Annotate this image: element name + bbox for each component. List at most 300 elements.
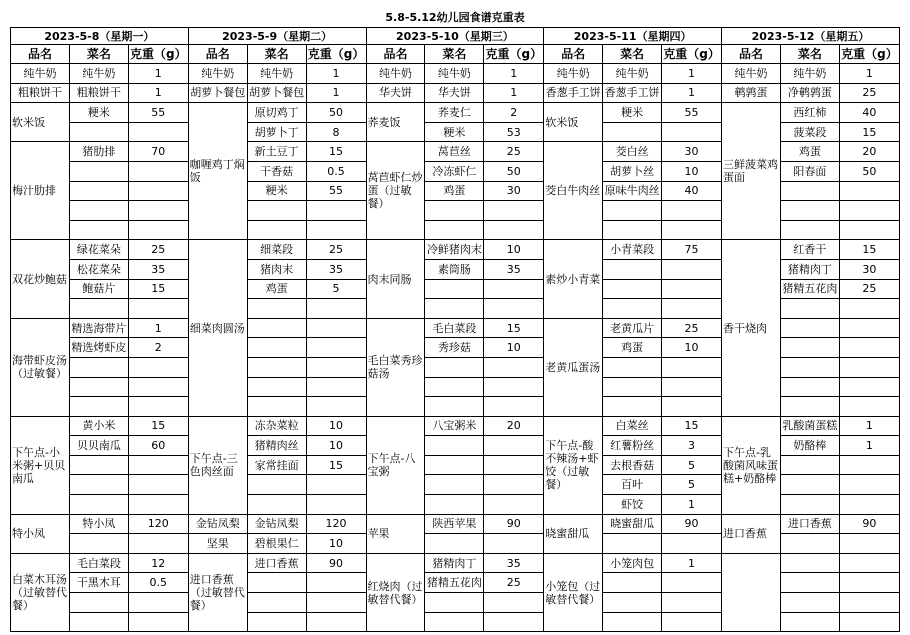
ingredient-weight — [306, 612, 366, 632]
ingredient-weight: 1 — [839, 436, 899, 456]
dish-name: 胡萝卜餐包 — [188, 83, 247, 103]
dish-name: 苹果 — [366, 514, 425, 553]
ingredient-weight: 25 — [839, 279, 899, 299]
ingredient-name — [603, 397, 662, 417]
ingredient-weight — [839, 553, 899, 573]
ingredient-weight — [128, 397, 188, 417]
ingredient-name: 鲍菇片 — [69, 279, 128, 299]
ingredient-name: 黄小米 — [69, 416, 128, 436]
ingredient-name: 粳米 — [425, 122, 484, 142]
ingredient-name: 小青菜段 — [603, 240, 662, 260]
ingredient-weight: 35 — [484, 259, 544, 279]
ingredient-weight — [484, 534, 544, 554]
ingredient-name: 鸡蛋 — [425, 181, 484, 201]
ingredient-weight: 35 — [484, 553, 544, 573]
ingredient-weight — [128, 495, 188, 515]
ingredient-name — [603, 593, 662, 613]
ingredient-name — [247, 299, 306, 319]
ingredient-weight — [484, 475, 544, 495]
dish-name: 纯牛奶 — [366, 64, 425, 84]
dish-name: 海带虾皮汤（过敏餐） — [11, 318, 70, 416]
ingredient-name — [603, 612, 662, 632]
ingredient-weight — [306, 495, 366, 515]
ingredient-weight: 3 — [662, 436, 722, 456]
weight-header: 克重（g） — [662, 45, 722, 64]
ingredient-name: 毛白菜段 — [425, 318, 484, 338]
ingredient-weight — [484, 612, 544, 632]
ingredient-name — [247, 593, 306, 613]
dish-header: 品名 — [366, 45, 425, 64]
ingredient-weight — [128, 122, 188, 142]
ingredient-name — [247, 612, 306, 632]
dish-name: 华夫饼 — [366, 83, 425, 103]
ingredient-name: 纯牛奶 — [425, 64, 484, 84]
ingredient-name — [603, 259, 662, 279]
ingredient-weight: 25 — [839, 83, 899, 103]
ingredient-weight — [128, 455, 188, 475]
ingredient-name — [69, 397, 128, 417]
ingredient-weight: 30 — [484, 181, 544, 201]
ingredient-name — [603, 201, 662, 221]
dish-name: 纯牛奶 — [188, 64, 247, 84]
ingredient-name: 金钻凤梨 — [247, 514, 306, 534]
ingredient-weight: 15 — [484, 318, 544, 338]
ingredient-name: 原味牛肉丝 — [603, 181, 662, 201]
table-row — [11, 416, 900, 436]
ingredient-weight: 15 — [306, 455, 366, 475]
ingredient-name — [425, 397, 484, 417]
ingredient-name: 进口香蕉 — [780, 514, 839, 534]
ingredient-weight: 55 — [306, 181, 366, 201]
ingredient-weight: 10 — [662, 161, 722, 181]
ingredient-weight — [128, 475, 188, 495]
ingredient-name: 猪精肉丁 — [780, 259, 839, 279]
ingredient-name — [69, 201, 128, 221]
day-header: 2023-5-9（星期二） — [188, 28, 366, 45]
ingredient-name — [69, 455, 128, 475]
ingredient-name — [603, 534, 662, 554]
table-row — [11, 103, 900, 123]
ingredient-weight: 90 — [484, 514, 544, 534]
ingredient-name: 干香菇 — [247, 161, 306, 181]
ingredient-weight: 40 — [839, 103, 899, 123]
ingredient-name: 虾饺 — [603, 495, 662, 515]
ingredient-name: 猪肋排 — [69, 142, 128, 162]
ingredient-weight — [128, 612, 188, 632]
ingredient-name — [425, 357, 484, 377]
day-header: 2023-5-8（星期一） — [11, 28, 189, 45]
ingredient-name — [780, 201, 839, 221]
ingredient-name: 冷冻虾仁 — [425, 161, 484, 181]
dish-name: 素炒小青菜 — [544, 240, 603, 318]
ingredient-weight: 90 — [839, 514, 899, 534]
dish-name: 茭白牛肉丝 — [544, 142, 603, 240]
dish-name: 纯牛奶 — [11, 64, 70, 84]
ingredient-name — [247, 338, 306, 358]
ingredient-name — [69, 593, 128, 613]
table-row — [11, 64, 900, 84]
ingredient-name: 鸡蛋 — [603, 338, 662, 358]
ingredient-weight — [839, 299, 899, 319]
ingredient-weight: 15 — [662, 416, 722, 436]
ingredient-weight — [484, 357, 544, 377]
ingredient-name: 松花菜朵 — [69, 259, 128, 279]
dish-name: 进口香蕉（过敏替代餐） — [188, 553, 247, 631]
ingredient-weight: 15 — [128, 416, 188, 436]
ingredient-name — [425, 201, 484, 221]
dish-header: 品名 — [722, 45, 781, 64]
ingredient-weight: 1 — [128, 318, 188, 338]
ingredient-weight: 30 — [662, 142, 722, 162]
ingredient-weight — [128, 220, 188, 240]
dish-name — [722, 553, 781, 631]
ingredient-name: 秀珍菇 — [425, 338, 484, 358]
ingredient-name: 冷鲜猪肉末 — [425, 240, 484, 260]
ingredient-weight — [306, 338, 366, 358]
ingredient-weight: 55 — [662, 103, 722, 123]
dish-name: 软米饭 — [11, 103, 70, 142]
ingredient-weight — [128, 161, 188, 181]
ingredient-weight: 0.5 — [128, 573, 188, 593]
dish-name: 毛白菜秀珍菇汤 — [366, 318, 425, 416]
ingredient-header: 菜名 — [425, 45, 484, 64]
ingredient-name — [603, 122, 662, 142]
ingredient-name: 猪精肉丁 — [425, 553, 484, 573]
table-row — [11, 514, 900, 534]
ingredient-header: 菜名 — [603, 45, 662, 64]
ingredient-weight — [484, 436, 544, 456]
ingredient-name: 香葱手工饼 — [603, 83, 662, 103]
ingredient-name: 净鹌鹑蛋 — [780, 83, 839, 103]
ingredient-name: 纯牛奶 — [603, 64, 662, 84]
ingredient-name: 荞麦仁 — [425, 103, 484, 123]
ingredient-weight: 1 — [306, 64, 366, 84]
ingredient-weight: 20 — [484, 416, 544, 436]
ingredient-name: 进口香蕉 — [247, 553, 306, 573]
ingredient-header: 菜名 — [69, 45, 128, 64]
ingredient-name — [247, 573, 306, 593]
dish-name: 香干烧肉 — [722, 240, 781, 416]
ingredient-name: 红香干 — [780, 240, 839, 260]
ingredient-weight — [662, 279, 722, 299]
ingredient-weight: 1 — [128, 64, 188, 84]
ingredient-name: 碧根果仁 — [247, 534, 306, 554]
ingredient-name — [780, 534, 839, 554]
ingredient-name: 奶酪棒 — [780, 436, 839, 456]
weight-header: 克重（g） — [306, 45, 366, 64]
ingredient-weight — [128, 377, 188, 397]
ingredient-name — [603, 279, 662, 299]
ingredient-name: 贝贝南瓜 — [69, 436, 128, 456]
weight-header: 克重（g） — [484, 45, 544, 64]
ingredient-weight — [662, 299, 722, 319]
ingredient-name: 粗粮饼干 — [69, 83, 128, 103]
ingredient-weight — [662, 357, 722, 377]
ingredient-name — [780, 299, 839, 319]
dish-name: 下午点-酸不辣汤+虾饺（过敏餐） — [544, 416, 603, 514]
ingredient-name: 去根香菇 — [603, 455, 662, 475]
ingredient-name — [780, 220, 839, 240]
ingredient-name: 绿花菜朵 — [69, 240, 128, 260]
ingredient-name — [425, 299, 484, 319]
ingredient-name — [780, 475, 839, 495]
ingredient-name — [780, 181, 839, 201]
ingredient-name: 精选烤虾皮 — [69, 338, 128, 358]
table-row — [11, 240, 900, 260]
ingredient-name — [69, 612, 128, 632]
ingredient-name: 纯牛奶 — [69, 64, 128, 84]
ingredient-weight: 10 — [484, 240, 544, 260]
ingredient-name — [247, 377, 306, 397]
ingredient-name — [603, 220, 662, 240]
ingredient-name — [603, 573, 662, 593]
dish-name: 香葱手工饼 — [544, 83, 603, 103]
ingredient-weight — [484, 220, 544, 240]
ingredient-name — [69, 357, 128, 377]
ingredient-weight — [484, 593, 544, 613]
ingredient-weight — [839, 377, 899, 397]
ingredient-name — [780, 573, 839, 593]
day-header: 2023-5-11（星期四） — [544, 28, 722, 45]
ingredient-name — [780, 377, 839, 397]
ingredient-name: 胡萝卜丝 — [603, 161, 662, 181]
menu-table — [10, 27, 900, 632]
ingredient-weight — [128, 593, 188, 613]
ingredient-name — [247, 357, 306, 377]
ingredient-name: 细菜段 — [247, 240, 306, 260]
ingredient-name: 西红柿 — [780, 103, 839, 123]
ingredient-weight: 10 — [484, 338, 544, 358]
dish-name: 红烧肉（过敏替代餐） — [366, 553, 425, 631]
ingredient-weight — [306, 220, 366, 240]
ingredient-name — [69, 161, 128, 181]
ingredient-name — [425, 436, 484, 456]
ingredient-name — [247, 201, 306, 221]
ingredient-weight: 25 — [128, 240, 188, 260]
ingredient-weight — [306, 201, 366, 221]
ingredient-name: 小笼肉包 — [603, 553, 662, 573]
ingredient-weight — [662, 573, 722, 593]
ingredient-name — [69, 377, 128, 397]
ingredient-name: 白菜丝 — [603, 416, 662, 436]
dish-name: 纯牛奶 — [544, 64, 603, 84]
ingredient-weight: 1 — [662, 64, 722, 84]
ingredient-name — [780, 553, 839, 573]
ingredient-weight: 30 — [839, 259, 899, 279]
ingredient-name: 新土豆丁 — [247, 142, 306, 162]
day-header: 2023-5-12（星期五） — [722, 28, 900, 45]
ingredient-header: 菜名 — [247, 45, 306, 64]
ingredient-weight — [306, 573, 366, 593]
ingredient-weight — [662, 201, 722, 221]
ingredient-name — [69, 122, 128, 142]
ingredient-name: 猪精五花肉 — [425, 573, 484, 593]
ingredient-weight: 10 — [306, 436, 366, 456]
ingredient-weight: 15 — [839, 122, 899, 142]
ingredient-weight — [484, 397, 544, 417]
dish-name: 进口香蕉 — [722, 514, 781, 553]
ingredient-name: 莴苣丝 — [425, 142, 484, 162]
ingredient-weight: 90 — [306, 553, 366, 573]
dish-name: 鹌鹑蛋 — [722, 83, 781, 103]
ingredient-name: 冻杂菜粒 — [247, 416, 306, 436]
ingredient-weight — [484, 495, 544, 515]
ingredient-weight — [306, 299, 366, 319]
ingredient-name — [69, 181, 128, 201]
ingredient-name — [425, 612, 484, 632]
ingredient-name — [780, 455, 839, 475]
ingredient-weight — [306, 397, 366, 417]
ingredient-name — [780, 338, 839, 358]
ingredient-name: 华夫饼 — [425, 83, 484, 103]
ingredient-weight: 1 — [839, 64, 899, 84]
ingredient-name: 纯牛奶 — [780, 64, 839, 84]
ingredient-weight: 50 — [306, 103, 366, 123]
ingredient-weight: 90 — [662, 514, 722, 534]
ingredient-name: 红薯粉丝 — [603, 436, 662, 456]
ingredient-name: 家常挂面 — [247, 455, 306, 475]
dish-name: 下午点-乳酸菌风味蛋糕+奶酪棒 — [722, 416, 781, 514]
dish-name: 细菜肉圆汤 — [188, 240, 247, 416]
ingredient-weight — [839, 455, 899, 475]
ingredient-name — [247, 397, 306, 417]
ingredient-name: 猪肉末 — [247, 259, 306, 279]
ingredient-weight: 70 — [128, 142, 188, 162]
dish-name: 咖喱鸡丁焖饭 — [188, 103, 247, 240]
dish-name: 软米饭 — [544, 103, 603, 142]
ingredient-weight — [484, 201, 544, 221]
ingredient-name — [603, 377, 662, 397]
ingredient-weight — [839, 201, 899, 221]
ingredient-weight: 1 — [839, 416, 899, 436]
ingredient-name — [780, 357, 839, 377]
dish-name: 晓蜜甜瓜 — [544, 514, 603, 553]
ingredient-weight: 120 — [128, 514, 188, 534]
ingredient-name: 特小凤 — [69, 514, 128, 534]
ingredient-weight: 20 — [839, 142, 899, 162]
ingredient-name: 百叶 — [603, 475, 662, 495]
ingredient-name: 原切鸡丁 — [247, 103, 306, 123]
dish-name: 双花炒鲍菇 — [11, 240, 70, 318]
dish-name: 坚果 — [188, 534, 247, 554]
ingredient-weight: 5 — [662, 475, 722, 495]
ingredient-weight: 50 — [484, 161, 544, 181]
ingredient-name — [247, 475, 306, 495]
ingredient-name: 粳米 — [247, 181, 306, 201]
ingredient-weight: 40 — [662, 181, 722, 201]
ingredient-weight: 53 — [484, 122, 544, 142]
table-row — [11, 83, 900, 103]
ingredient-weight — [839, 357, 899, 377]
ingredient-name — [603, 357, 662, 377]
ingredient-weight — [662, 612, 722, 632]
table-row — [11, 553, 900, 573]
ingredient-name — [780, 397, 839, 417]
ingredient-name: 菠菜段 — [780, 122, 839, 142]
ingredient-weight — [839, 220, 899, 240]
ingredient-weight: 8 — [306, 122, 366, 142]
ingredient-name: 陕西苹果 — [425, 514, 484, 534]
ingredient-name: 晓蜜甜瓜 — [603, 514, 662, 534]
ingredient-weight: 2 — [128, 338, 188, 358]
weight-header: 克重（g） — [128, 45, 188, 64]
ingredient-weight — [306, 593, 366, 613]
day-header-row — [11, 28, 900, 45]
ingredient-name: 胡萝卜餐包 — [247, 83, 306, 103]
ingredient-name: 猪精肉丝 — [247, 436, 306, 456]
ingredient-weight: 1 — [484, 83, 544, 103]
ingredient-weight — [839, 338, 899, 358]
ingredient-weight: 25 — [662, 318, 722, 338]
ingredient-weight — [662, 593, 722, 613]
ingredient-weight: 5 — [306, 279, 366, 299]
ingredient-name: 猪精五花肉 — [780, 279, 839, 299]
ingredient-name — [425, 279, 484, 299]
ingredient-name: 乳酸菌蛋糕 — [780, 416, 839, 436]
dish-name: 三鲜菠菜鸡蛋面 — [722, 103, 781, 240]
ingredient-weight — [662, 259, 722, 279]
ingredient-weight: 15 — [839, 240, 899, 260]
dish-name: 肉末同肠 — [366, 240, 425, 318]
ingredient-weight: 1 — [662, 553, 722, 573]
ingredient-name — [247, 495, 306, 515]
ingredient-name: 粳米 — [603, 103, 662, 123]
ingredient-weight: 10 — [662, 338, 722, 358]
ingredient-name — [425, 220, 484, 240]
dish-name: 特小凤 — [11, 514, 70, 553]
ingredient-weight — [839, 612, 899, 632]
ingredient-name — [780, 593, 839, 613]
ingredient-weight — [484, 279, 544, 299]
ingredient-weight — [662, 220, 722, 240]
ingredient-name — [425, 377, 484, 397]
ingredient-weight — [839, 475, 899, 495]
ingredient-weight — [839, 593, 899, 613]
ingredient-weight — [306, 318, 366, 338]
ingredient-name: 素筒肠 — [425, 259, 484, 279]
ingredient-weight — [839, 573, 899, 593]
ingredient-name — [69, 220, 128, 240]
ingredient-weight — [662, 397, 722, 417]
ingredient-weight: 1 — [306, 83, 366, 103]
ingredient-name — [69, 495, 128, 515]
ingredient-name: 茭白丝 — [603, 142, 662, 162]
ingredient-name — [425, 534, 484, 554]
ingredient-weight: 75 — [662, 240, 722, 260]
ingredient-weight — [128, 201, 188, 221]
dish-name: 梅汁肋排 — [11, 142, 70, 240]
ingredient-name — [425, 455, 484, 475]
ingredient-weight: 12 — [128, 553, 188, 573]
day-header: 2023-5-10（星期三） — [366, 28, 544, 45]
ingredient-name: 老黄瓜片 — [603, 318, 662, 338]
ingredient-weight: 120 — [306, 514, 366, 534]
dish-header: 品名 — [544, 45, 603, 64]
dish-name: 荞麦饭 — [366, 103, 425, 142]
dish-name: 小笼包（过敏替代餐） — [544, 553, 603, 631]
ingredient-name: 纯牛奶 — [247, 64, 306, 84]
dish-name: 莴苣虾仁炒蛋（过敏餐） — [366, 142, 425, 240]
ingredient-name: 阳春面 — [780, 161, 839, 181]
ingredient-weight: 35 — [128, 259, 188, 279]
ingredient-weight — [484, 377, 544, 397]
ingredient-weight: 10 — [306, 534, 366, 554]
ingredient-weight — [662, 534, 722, 554]
ingredient-header: 菜名 — [780, 45, 839, 64]
ingredient-name — [69, 475, 128, 495]
ingredient-weight: 25 — [484, 573, 544, 593]
dish-name: 下午点-小米粥+贝贝南瓜 — [11, 416, 70, 514]
